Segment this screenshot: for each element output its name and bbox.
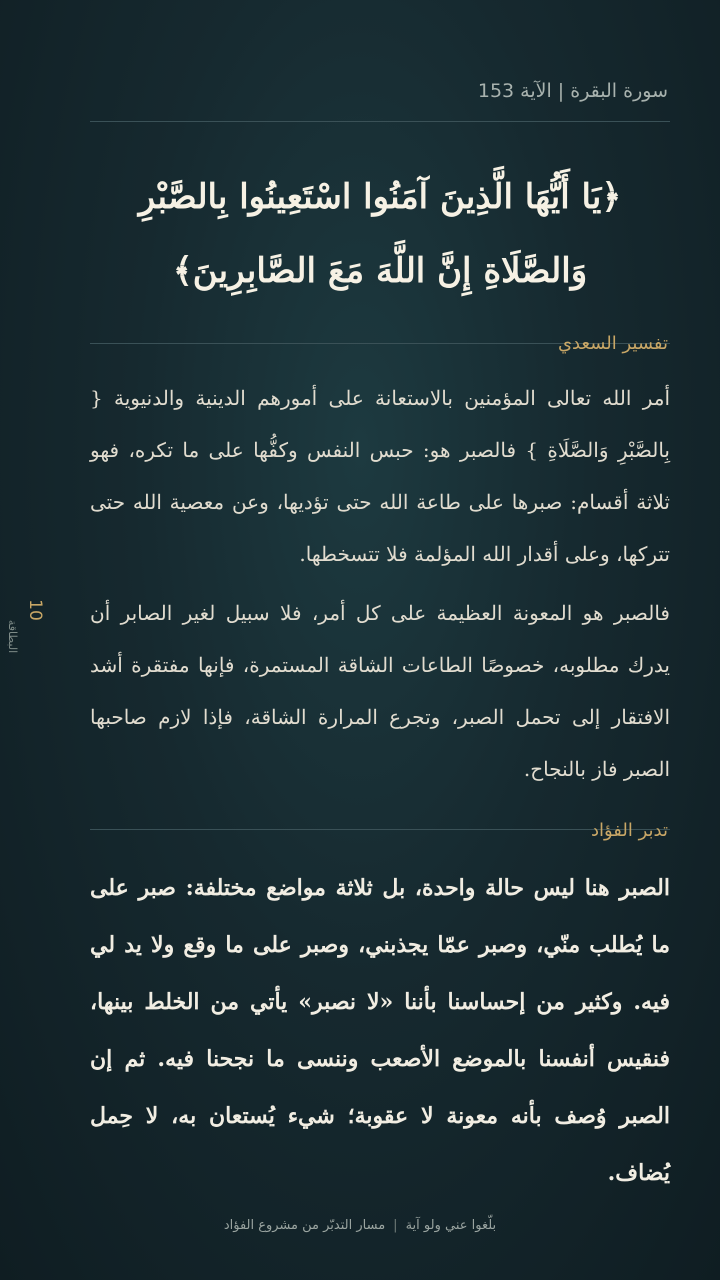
reflection-text: الصبر هنا ليس حالة واحدة، بل ثلاثة مواضع مختلفة: صبر على ما يُطلب منّي، وصبر عمّا يجذبني، وصبر على ما وقع ولا يد لي فيه. وكثير من إحساسنا بأننا «لا نصبر» يأتي من الخلط بينها، فنقيس أنفسنا بالموضع الأصعب وننسى ما نجحنا فيه. ثم إن الصبر وُصف بأنه معونة لا عقوبة؛ شيء يُستعان به، لا حِمل يُضاف. xyxy=(90,875,670,1186)
surah-ayah-header: سورة البقرة | الآية 153 xyxy=(477,80,668,102)
tafsir-paragraph-2: فالصبر هو المعونة العظيمة على كل أمر، فلا سبيل لغير الصابر أن يدرك مطلوبه، خصوصًا الطاعات الشاقة المستمرة، فإنها مفتقرة أشد الافتقار إلى تحمل الصبر، وتجرع المرارة الشاقة، فإذا لازم صاحبها الصبر فاز بالنجاح. xyxy=(90,601,671,781)
footer-separator: | xyxy=(393,1218,398,1233)
tafsir-paragraph-1: أمر الله تعالى المؤمنين بالاستعانة على أمورهم الدينية والدنيوية { بِالصَّبْرِ وَالصَّلَاةِ } فالصبر هو: حبس النفس وكفُّها على ما تكره، فهو ثلاثة أقسام: صبرها على طاعة الله حتى تؤديها، وعن معصية الله حتى تتركها، وعلى أقدار الله المؤلمة فلا تتسخطها. xyxy=(90,386,670,566)
footer-project: مسار التدبّر من مشروع الفؤاد xyxy=(223,1218,386,1233)
footer-slogan: بلّغوا عني ولو آية xyxy=(405,1218,497,1233)
header-divider xyxy=(90,121,670,122)
reflection-title: تدبر الفؤاد xyxy=(590,820,668,841)
card-label: البطاقة xyxy=(6,619,20,654)
card-index xyxy=(6,599,54,660)
reflection-divider xyxy=(90,829,670,830)
quran-verse: ﴿يَا أَيُّهَا الَّذِينَ آمَنُوا اسْتَعِينُوا بِالصَّبْرِ وَالصَّلَاةِ إِنَّ اللَّهَ مَعَ الصَّابِرِينَ﴾ xyxy=(138,177,622,291)
tafsir-title: تفسير السعدي xyxy=(557,333,668,354)
footer xyxy=(0,1218,720,1233)
card-number: 10 xyxy=(24,599,45,621)
